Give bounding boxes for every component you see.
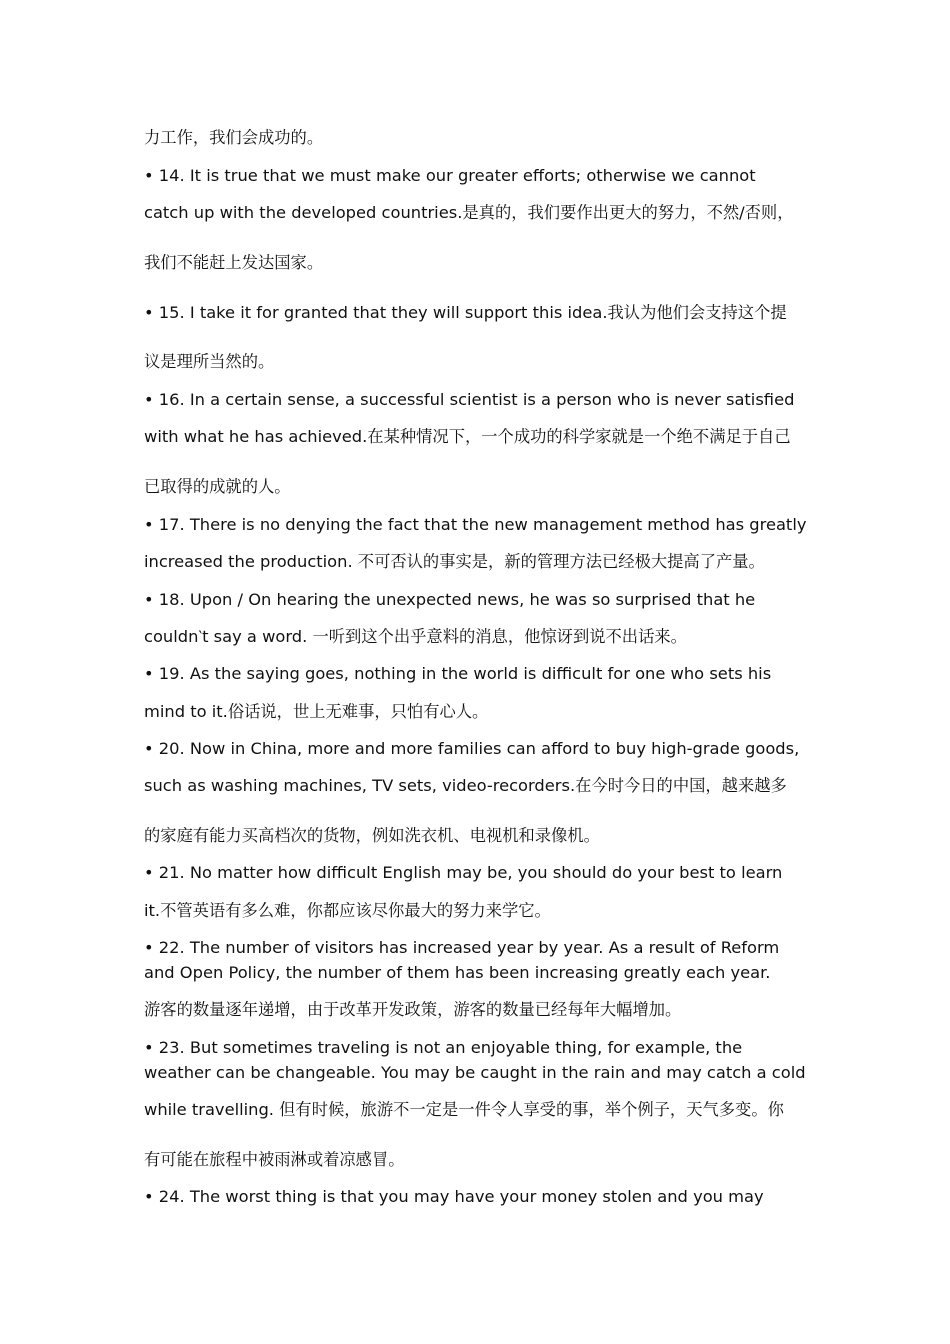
text-line: • 19. As the saying goes, nothing in the world is difficult for one who sets his (144, 664, 772, 683)
text-line: 力工作，我们会成功的。 (144, 128, 324, 147)
text-line: • 18. Upon / On hearing the unexpected news, he was so surprised that he (144, 590, 756, 609)
text-line: while travelling. 但有时候，旅游不一定是一件令人享受的事，举个例子，天气多变。你 (144, 1100, 784, 1119)
text-line: • 14. It is true that we must make our greater efforts; otherwise we cannot (144, 166, 756, 185)
text-line: such as washing machines, TV sets, video-recorders.在今时今日的中国，越来越多 (144, 776, 787, 795)
text-line: • 21. No matter how difficult English may be, you should do your best to learn (144, 863, 783, 882)
text-line: and Open Policy, the number of them has been increasing greatly each year. (144, 963, 771, 982)
text-line: 游客的数量逐年递增，由于改革开发政策，游客的数量已经每年大幅增加。 (144, 1000, 682, 1019)
text-line: weather can be changeable. You may be caught in the rain and may catch a cold (144, 1063, 806, 1082)
text-line: • 24. The worst thing is that you may have your money stolen and you may (144, 1187, 764, 1206)
text-line: catch up with the developed countries.是真的，我们要作出更大的努力，不然/否则， (144, 203, 794, 222)
text-line: couldn‵t say a word. 一听到这个出乎意料的消息，他惊讶到说不出话来。 (144, 627, 687, 646)
text-line: it.不管英语有多么难，你都应该尽你最大的努力来学它。 (144, 901, 551, 920)
text-line: • 15. I take it for granted that they will support this idea.我认为他们会支持这个提 (144, 303, 787, 322)
text-line: • 22. The number of visitors has increased year by year. As a result of Reform (144, 938, 780, 957)
text-line: with what he has achieved.在某种情况下，一个成功的科学家就是一个绝不满足于自己 (144, 427, 791, 446)
text-line: 议是理所当然的。 (144, 352, 275, 371)
text-line: 的家庭有能力买高档次的货物，例如洗衣机、电视机和录像机。 (144, 826, 600, 845)
text-line: • 17. There is no denying the fact that the new management method has greatly (144, 515, 807, 534)
text-line: • 16. In a certain sense, a successful scientist is a person who is never satisfied (144, 390, 795, 409)
text-line: 有可能在旅程中被雨淋或着凉感冒。 (144, 1150, 405, 1169)
text-line: increased the production. 不可否认的事实是，新的管理方法已经极大提高了产量。 (144, 552, 765, 571)
text-line: 我们不能赶上发达国家。 (144, 253, 324, 272)
text-line: • 23. But sometimes traveling is not an enjoyable thing, for example, the (144, 1038, 743, 1057)
text-line: mind to it.俗话说，世上无难事，只怕有心人。 (144, 702, 489, 721)
text-line: • 20. Now in China, more and more families can afford to buy high-grade goods, (144, 739, 800, 758)
text-line: 已取得的成就的人。 (144, 477, 291, 496)
